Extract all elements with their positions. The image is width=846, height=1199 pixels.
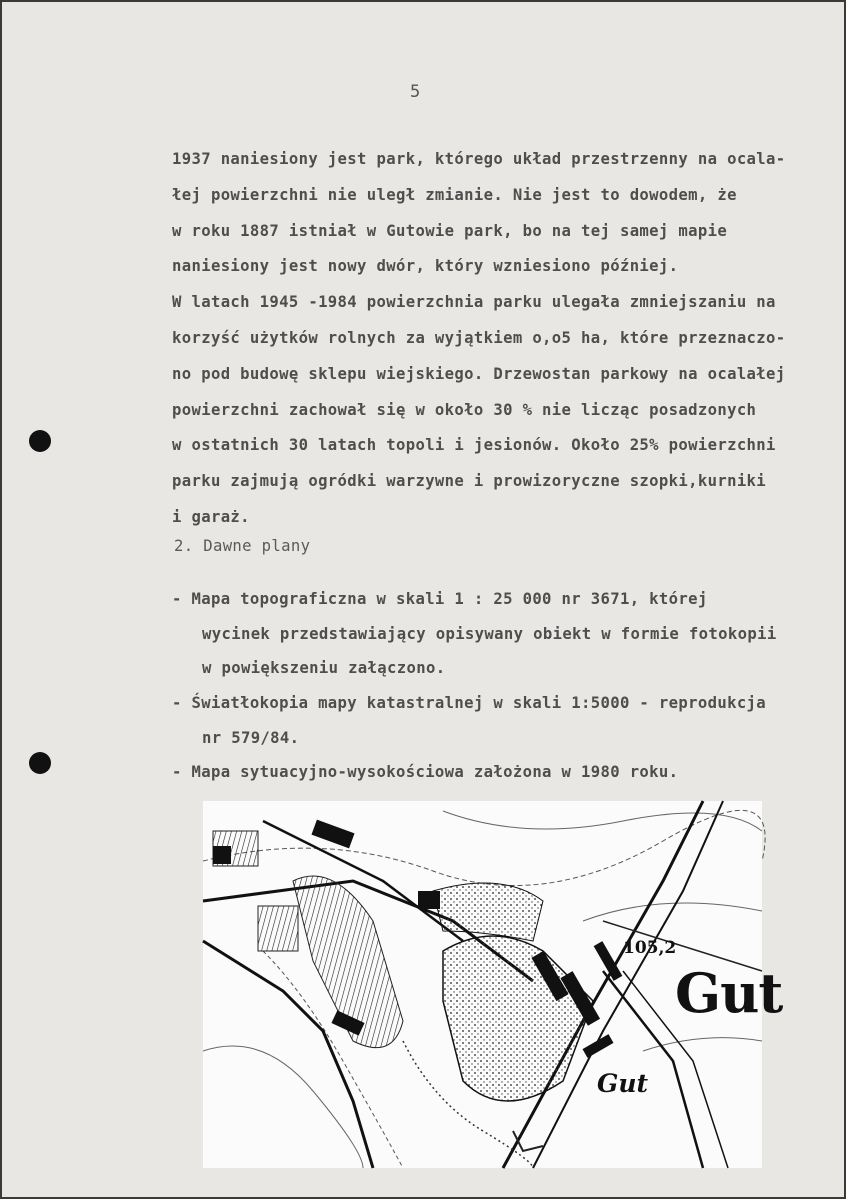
- map-place-label-small: Gut: [597, 1069, 649, 1098]
- list-item-continuation: wycinek przedstawiający opisywany obiekt w formie fotokopii: [202, 624, 777, 643]
- list-item-continuation: nr 579/84.: [202, 728, 300, 747]
- text-line: no pod budowę sklepu wiejskiego. Drzewostan parkowy na ocalałej: [172, 364, 786, 383]
- body-paragraph: [172, 142, 842, 536]
- text-line: W latach 1945 -1984 powierzchnia parku ulegała zmniejszaniu na: [172, 293, 776, 312]
- document-page: [2, 2, 844, 1197]
- text-line: powierzchni zachował się w około 30 % nie licząc posadzonych: [172, 400, 757, 419]
- map-elevation-label: 105,2: [623, 938, 677, 958]
- text-line: parku zajmują ogródki warzywne i prowizoryczne szopki,kurniki: [172, 472, 767, 491]
- text-line: korzyść użytków rolnych za wyjątkiem o,o5 ha, które przeznaczo-: [172, 328, 786, 347]
- section-heading: 2. Dawne plany: [174, 537, 311, 555]
- list-item-continuation: w powiększeniu załączono.: [202, 659, 446, 678]
- text-line: w ostatnich 30 latach topoli i jesionów. Około 25% powierzchni: [172, 436, 776, 455]
- text-line: 1937 naniesiony jest park, którego układ przestrzenny na ocala-: [172, 150, 786, 168]
- map-photocopy: [203, 801, 783, 1168]
- text-line: w roku 1887 istniał w Gutowie park, bo na tej samej mapie: [172, 221, 728, 240]
- plans-list: [172, 582, 842, 790]
- list-item: - Światłokopia mapy katastralnej w skali 1:5000 - reprodukcja: [172, 694, 767, 713]
- list-item: - Mapa topograficzna w skali 1 : 25 000 nr 3671, której: [172, 590, 708, 608]
- list-item: - Mapa sytuacyjno-wysokościowa założona w 1980 roku.: [172, 763, 679, 782]
- map-place-label-large: Gut: [675, 961, 783, 1025]
- text-line: łej powierzchni nie uległ zmianie. Nie jest to dowodem, że: [172, 185, 737, 204]
- page-number: 5: [410, 82, 421, 102]
- punch-hole-top: [29, 430, 51, 452]
- punch-hole-bottom: [29, 752, 51, 774]
- text-line: i garaż.: [172, 507, 250, 526]
- text-line: naniesiony jest nowy dwór, który wzniesiono później.: [172, 257, 679, 276]
